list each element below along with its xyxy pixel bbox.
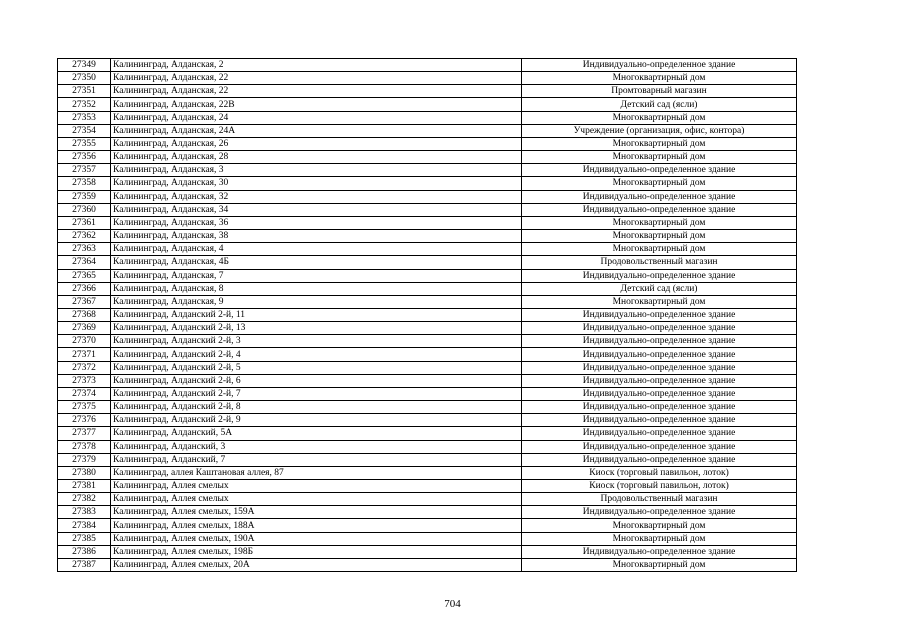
row-id-cell: 27365 [58, 269, 111, 282]
row-address-cell: Калининград, Алданский, 3 [111, 440, 522, 453]
row-id-cell: 27363 [58, 243, 111, 256]
row-type-cell: Продовольственный магазин [522, 493, 797, 506]
table-row [58, 177, 797, 190]
row-id-cell: 27357 [58, 164, 111, 177]
row-type-cell: Многоквартирный дом [522, 177, 797, 190]
row-type-cell: Индивидуально-определенное здание [522, 414, 797, 427]
table-row [58, 440, 797, 453]
table-row [58, 269, 797, 282]
row-address-cell: Калининград, Аллея смелых [111, 480, 522, 493]
row-address-cell: Калининград, Алданская, 8 [111, 282, 522, 295]
table-row [58, 427, 797, 440]
row-address-cell: Калининград, Алданская, 36 [111, 216, 522, 229]
row-id-cell: 27372 [58, 361, 111, 374]
row-type-cell: Индивидуально-определенное здание [522, 387, 797, 400]
row-address-cell: Калининград, Алданская, 24 [111, 111, 522, 124]
row-id-cell: 27384 [58, 519, 111, 532]
row-type-cell: Индивидуально-определенное здание [522, 164, 797, 177]
row-id-cell: 27352 [58, 98, 111, 111]
row-type-cell: Индивидуально-определенное здание [522, 203, 797, 216]
row-address-cell: Калининград, Алданский 2-й, 6 [111, 374, 522, 387]
row-id-cell: 27386 [58, 545, 111, 558]
row-address-cell: Калининград, Алданская, 9 [111, 295, 522, 308]
row-id-cell: 27371 [58, 348, 111, 361]
table-row [58, 98, 797, 111]
row-id-cell: 27362 [58, 230, 111, 243]
row-address-cell: Калининград, Алданская, 32 [111, 190, 522, 203]
table-row [58, 59, 797, 72]
row-type-cell: Индивидуально-определенное здание [522, 427, 797, 440]
row-address-cell: Калининград, Алданский 2-й, 7 [111, 387, 522, 400]
table-row [58, 282, 797, 295]
row-type-cell: Многоквартирный дом [522, 216, 797, 229]
table-row [58, 124, 797, 137]
row-id-cell: 27373 [58, 374, 111, 387]
row-address-cell: Калининград, Алданский 2-й, 11 [111, 308, 522, 321]
row-address-cell: Калининград, Алданский 2-й, 13 [111, 322, 522, 335]
table-row [58, 111, 797, 124]
row-type-cell: Учреждение (организация, офис, контора) [522, 124, 797, 137]
row-id-cell: 27358 [58, 177, 111, 190]
table-row [58, 401, 797, 414]
row-address-cell: Калининград, Алданский, 7 [111, 453, 522, 466]
row-address-cell: Калининград, Алданская, 28 [111, 151, 522, 164]
row-address-cell: Калининград, Алданская, 38 [111, 230, 522, 243]
row-id-cell: 27354 [58, 124, 111, 137]
row-address-cell: Калининград, Аллея смелых, 20А [111, 558, 522, 571]
row-address-cell: Калининград, Алданский 2-й, 8 [111, 401, 522, 414]
table-row [58, 361, 797, 374]
row-type-cell: Индивидуально-определенное здание [522, 348, 797, 361]
row-address-cell: Калининград, Алданская, 30 [111, 177, 522, 190]
table-row [58, 387, 797, 400]
row-id-cell: 27376 [58, 414, 111, 427]
row-address-cell: Калининград, Аллея смелых, 159А [111, 506, 522, 519]
row-address-cell: Калининград, Алданская, 4Б [111, 256, 522, 269]
table-row [58, 414, 797, 427]
table-row [58, 151, 797, 164]
row-id-cell: 27379 [58, 453, 111, 466]
row-address-cell: Калининград, Алданская, 22В [111, 98, 522, 111]
row-type-cell: Многоквартирный дом [522, 532, 797, 545]
row-type-cell: Многоквартирный дом [522, 137, 797, 150]
table-row [58, 545, 797, 558]
row-type-cell: Индивидуально-определенное здание [522, 453, 797, 466]
address-table [57, 58, 797, 572]
row-type-cell: Многоквартирный дом [522, 295, 797, 308]
row-id-cell: 27360 [58, 203, 111, 216]
row-address-cell: Калининград, Алданская, 34 [111, 203, 522, 216]
row-id-cell: 27368 [58, 308, 111, 321]
row-id-cell: 27374 [58, 387, 111, 400]
row-id-cell: 27387 [58, 558, 111, 571]
row-address-cell: Калининград, Алданская, 3 [111, 164, 522, 177]
table-row [58, 72, 797, 85]
row-address-cell: Калининград, Алданская, 2 [111, 59, 522, 72]
table-row [58, 374, 797, 387]
row-type-cell: Индивидуально-определенное здание [522, 269, 797, 282]
row-address-cell: Калининград, аллея Каштановая аллея, 87 [111, 466, 522, 479]
row-address-cell: Калининград, Аллея смелых, 198Б [111, 545, 522, 558]
row-id-cell: 27366 [58, 282, 111, 295]
row-id-cell: 27367 [58, 295, 111, 308]
row-type-cell: Многоквартирный дом [522, 243, 797, 256]
table-row [58, 506, 797, 519]
table-row [58, 137, 797, 150]
table-row [58, 295, 797, 308]
table-row [58, 466, 797, 479]
row-type-cell: Индивидуально-определенное здание [522, 322, 797, 335]
table-row [58, 493, 797, 506]
row-id-cell: 27350 [58, 72, 111, 85]
row-id-cell: 27385 [58, 532, 111, 545]
row-type-cell: Индивидуально-определенное здание [522, 190, 797, 203]
row-type-cell: Киоск (торговый павильон, лоток) [522, 480, 797, 493]
row-id-cell: 27377 [58, 427, 111, 440]
row-type-cell: Индивидуально-определенное здание [522, 401, 797, 414]
table-row [58, 85, 797, 98]
row-id-cell: 27351 [58, 85, 111, 98]
table-row [58, 164, 797, 177]
row-type-cell: Индивидуально-определенное здание [522, 361, 797, 374]
row-type-cell: Индивидуально-определенное здание [522, 545, 797, 558]
row-address-cell: Калининград, Алданский 2-й, 5 [111, 361, 522, 374]
table-row [58, 322, 797, 335]
address-table-body [58, 59, 797, 572]
row-type-cell: Индивидуально-определенное здание [522, 308, 797, 321]
row-type-cell: Индивидуально-определенное здание [522, 440, 797, 453]
row-type-cell: Детский сад (ясли) [522, 282, 797, 295]
row-type-cell: Многоквартирный дом [522, 111, 797, 124]
row-address-cell: Калининград, Алданская, 22 [111, 85, 522, 98]
table-row [58, 216, 797, 229]
table-row [58, 532, 797, 545]
row-address-cell: Калининград, Алданский 2-й, 3 [111, 335, 522, 348]
row-address-cell: Калининград, Алданский 2-й, 9 [111, 414, 522, 427]
row-id-cell: 27359 [58, 190, 111, 203]
row-id-cell: 27361 [58, 216, 111, 229]
row-type-cell: Индивидуально-определенное здание [522, 506, 797, 519]
table-row [58, 308, 797, 321]
row-id-cell: 27369 [58, 322, 111, 335]
row-id-cell: 27380 [58, 466, 111, 479]
row-type-cell: Продовольственный магазин [522, 256, 797, 269]
row-address-cell: Калининград, Алданская, 4 [111, 243, 522, 256]
row-id-cell: 27382 [58, 493, 111, 506]
table-row [58, 519, 797, 532]
row-address-cell: Калининград, Алданская, 26 [111, 137, 522, 150]
row-id-cell: 27383 [58, 506, 111, 519]
row-type-cell: Индивидуально-определенное здание [522, 335, 797, 348]
row-address-cell: Калининград, Аллея смелых, 190А [111, 532, 522, 545]
table-row [58, 203, 797, 216]
row-type-cell: Многоквартирный дом [522, 72, 797, 85]
page-number: 704 [444, 598, 461, 610]
row-id-cell: 27375 [58, 401, 111, 414]
row-type-cell: Индивидуально-определенное здание [522, 59, 797, 72]
table-row [58, 348, 797, 361]
row-address-cell: Калининград, Алданский, 5А [111, 427, 522, 440]
table-row [58, 558, 797, 571]
row-address-cell: Калининград, Алданская, 22 [111, 72, 522, 85]
row-id-cell: 27378 [58, 440, 111, 453]
row-type-cell: Детский сад (ясли) [522, 98, 797, 111]
table-row [58, 335, 797, 348]
row-type-cell: Многоквартирный дом [522, 151, 797, 164]
table-row [58, 230, 797, 243]
row-type-cell: Многоквартирный дом [522, 558, 797, 571]
table-row [58, 256, 797, 269]
table-row [58, 453, 797, 466]
row-id-cell: 27381 [58, 480, 111, 493]
row-type-cell: Многоквартирный дом [522, 519, 797, 532]
row-address-cell: Калининград, Аллея смелых [111, 493, 522, 506]
row-type-cell: Киоск (торговый павильон, лоток) [522, 466, 797, 479]
row-address-cell: Калининград, Алданская, 24А [111, 124, 522, 137]
row-id-cell: 27356 [58, 151, 111, 164]
row-id-cell: 27349 [58, 59, 111, 72]
row-address-cell: Калининград, Аллея смелых, 188А [111, 519, 522, 532]
row-address-cell: Калининград, Алданский 2-й, 4 [111, 348, 522, 361]
table-row [58, 243, 797, 256]
row-type-cell: Индивидуально-определенное здание [522, 374, 797, 387]
table-row [58, 480, 797, 493]
table-row [58, 190, 797, 203]
row-type-cell: Многоквартирный дом [522, 230, 797, 243]
row-id-cell: 27364 [58, 256, 111, 269]
row-type-cell: Промтоварный магазин [522, 85, 797, 98]
row-id-cell: 27370 [58, 335, 111, 348]
row-address-cell: Калининград, Алданская, 7 [111, 269, 522, 282]
row-id-cell: 27353 [58, 111, 111, 124]
row-id-cell: 27355 [58, 137, 111, 150]
